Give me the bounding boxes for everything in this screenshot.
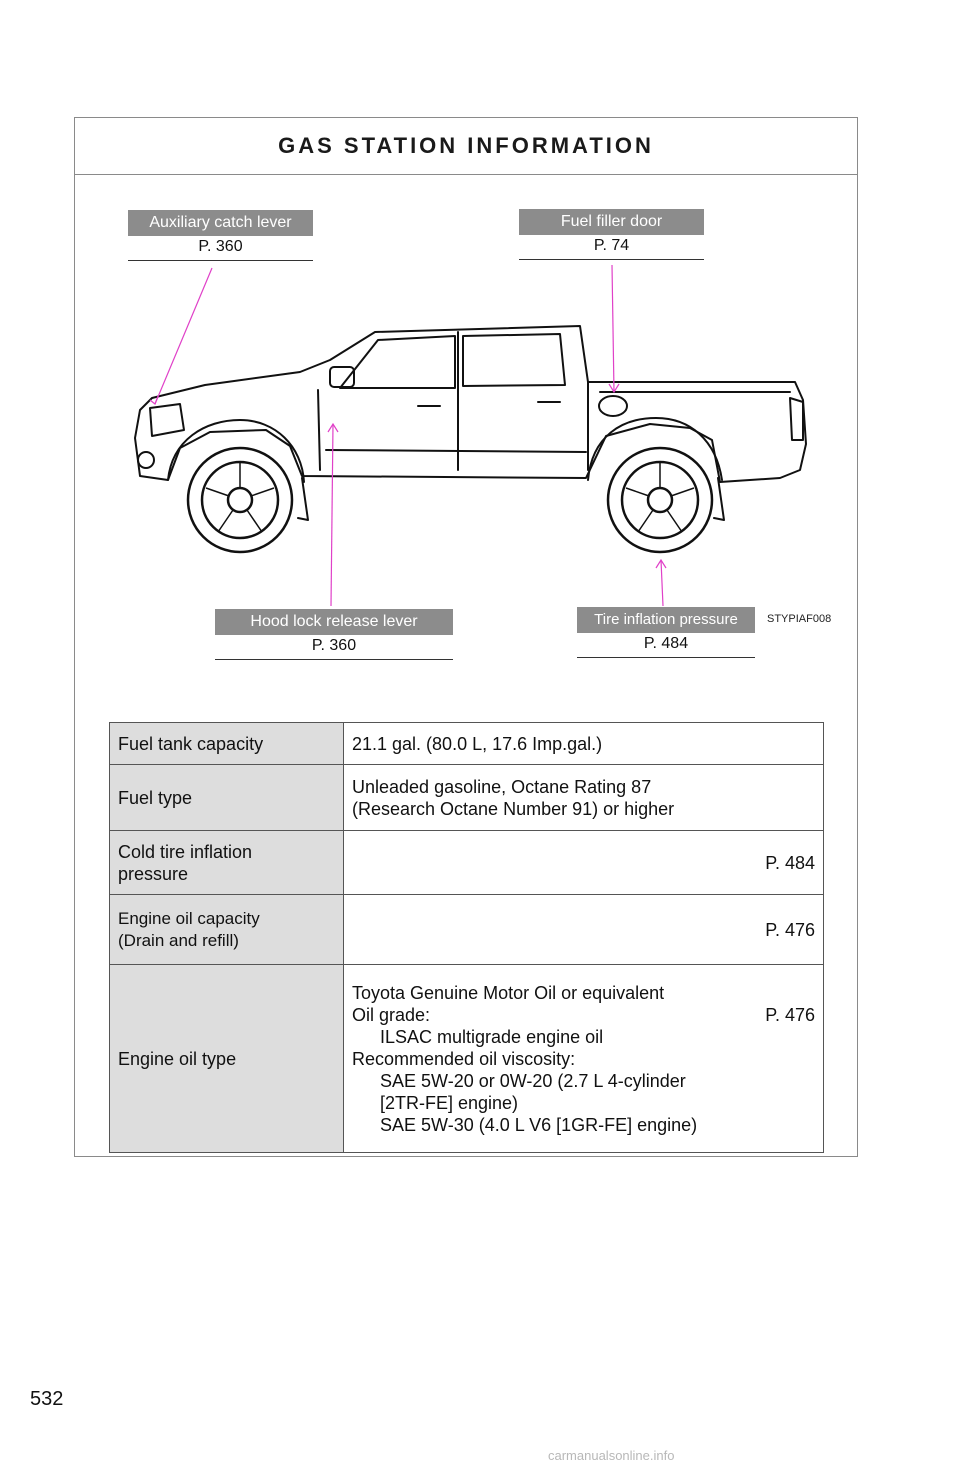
- callout-page-ref[interactable]: P. 74: [519, 235, 704, 260]
- header-line: Engine oil capacity: [118, 908, 260, 928]
- callout-label: Auxiliary catch lever: [128, 210, 313, 236]
- callout-auxiliary-catch-lever: [128, 210, 313, 261]
- callout-page-ref[interactable]: P. 360: [215, 635, 453, 660]
- callout-page-ref[interactable]: P. 484: [577, 633, 755, 658]
- callout-label: Tire inflation pressure: [577, 607, 755, 633]
- page-number: 532: [30, 1388, 64, 1410]
- value-line: [2TR-FE] engine): [380, 1092, 519, 1113]
- row-header: Engine oil type: [110, 965, 344, 1153]
- row-value-page-ref[interactable]: P. 476: [344, 895, 824, 965]
- callout-page-ref[interactable]: P. 360: [128, 236, 313, 261]
- page-title: GAS STATION INFORMATION: [278, 133, 654, 158]
- spec-table: [109, 722, 824, 1153]
- callout-fuel-filler-door: [519, 209, 704, 260]
- row-header: Fuel type: [110, 765, 344, 831]
- value-line: Recommended oil viscosity:: [352, 1048, 576, 1069]
- value-line: (Research Octane Number 91) or higher: [352, 798, 675, 819]
- watermark: carmanualsonline.info: [548, 1448, 675, 1463]
- truck-illustration: [0, 0, 960, 720]
- callout-label: Hood lock release lever: [215, 609, 453, 635]
- row-value: [344, 965, 824, 1153]
- value-line: Unleaded gasoline, Octane Rating 87: [352, 776, 652, 797]
- value-line: SAE 5W-20 or 0W-20 (2.7 L 4-cylinder: [380, 1070, 686, 1091]
- figure-code: STYPIAF008: [767, 613, 832, 625]
- value-line: Toyota Genuine Motor Oil or equivalent: [352, 982, 665, 1003]
- table-row: [110, 723, 824, 765]
- row-header: [110, 831, 344, 895]
- value-line: SAE 5W-30 (4.0 L V6 [1GR-FE] engine): [380, 1114, 698, 1135]
- oil-grade-label: Oil grade:: [352, 1004, 431, 1025]
- callout-hood-lock-release-lever: [215, 609, 453, 660]
- table-row: [110, 895, 824, 965]
- oil-grade-page-ref[interactable]: P. 476: [765, 1004, 815, 1025]
- callout-tire-inflation-pressure: [577, 607, 755, 658]
- row-header: Fuel tank capacity: [110, 723, 344, 765]
- header-line: Cold tire inflation: [118, 841, 253, 862]
- row-value: [344, 765, 824, 831]
- table-row: [110, 965, 824, 1153]
- value-line: ILSAC multigrade engine oil: [380, 1026, 604, 1047]
- header-line: pressure: [118, 863, 189, 884]
- row-value-page-ref[interactable]: P. 484: [344, 831, 824, 895]
- row-header: [110, 895, 344, 965]
- header-line: (Drain and refill): [118, 930, 239, 950]
- table-row: [110, 765, 824, 831]
- callout-label: Fuel filler door: [519, 209, 704, 235]
- table-row: [110, 831, 824, 895]
- oil-grade-line: [352, 1004, 815, 1026]
- row-value: 21.1 gal. (80.0 L, 17.6 Imp.gal.): [344, 723, 824, 765]
